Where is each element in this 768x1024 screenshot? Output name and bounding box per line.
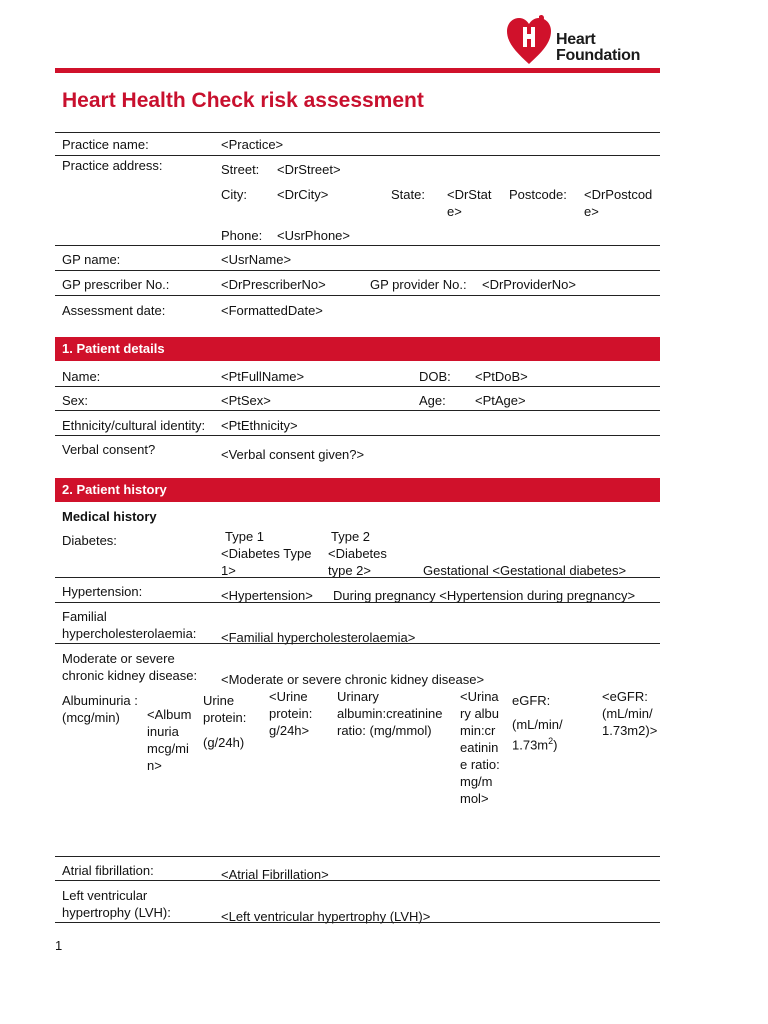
brand-line2: Foundation xyxy=(556,47,641,64)
hypertension-label: Hypertension: xyxy=(62,584,143,599)
urine-protein-label: Urine protein: xyxy=(203,693,247,725)
af-label: Atrial fibrillation: xyxy=(62,863,154,878)
egfr-unit-superscript: 2 xyxy=(548,736,554,746)
gestational-diabetes: Gestational <Gestational diabetes> xyxy=(423,563,627,578)
page-number: 1 xyxy=(55,938,63,953)
consent-label: Verbal consent? xyxy=(62,442,156,457)
gp-name-value: <UsrName> xyxy=(221,252,292,267)
diabetes-label: Diabetes: xyxy=(62,533,117,548)
header-red-rule xyxy=(55,68,660,73)
divider xyxy=(55,155,660,156)
street-label: Street: xyxy=(221,162,260,177)
practice-address-label: Practice address: xyxy=(62,158,163,173)
egfr-unit xyxy=(512,716,576,753)
pregnancy-hypertension: During pregnancy <Hypertension during pregnancy> xyxy=(333,588,636,603)
consent-value: <Verbal consent given?> xyxy=(221,447,365,462)
urine-protein-unit: (g/24h) xyxy=(203,735,245,750)
egfr-label: eGFR: xyxy=(512,693,551,708)
divider xyxy=(55,295,660,296)
hypertension-value: <Hypertension> xyxy=(221,588,313,603)
age-label: Age: xyxy=(419,393,446,408)
assessment-date-value: <FormattedDate> xyxy=(221,303,323,318)
divider xyxy=(55,922,660,923)
divider xyxy=(55,435,660,436)
af-value: <Atrial Fibrillation> xyxy=(221,867,329,882)
state-value: <DrState> xyxy=(447,187,492,219)
state-label: State: xyxy=(391,187,425,202)
divider xyxy=(55,602,660,603)
age-value: <PtAge> xyxy=(475,393,526,408)
ckd-label: Moderate or severe chronic kidney disease: xyxy=(62,651,198,683)
diabetes-type2-value: <Diabetes type 2> xyxy=(328,546,387,578)
egfr-unit-text: (mL/min/ 1.73m xyxy=(512,717,563,753)
lvh-value: <Left ventricular hypertrophy (LVH)> xyxy=(221,909,431,924)
heart-logo-icon xyxy=(506,14,552,66)
gp-name-label: GP name: xyxy=(62,252,121,267)
brand-line1: Heart xyxy=(556,31,596,48)
ckd-value: <Moderate or severe chronic kidney disease> xyxy=(221,672,485,687)
street-value: <DrStreet> xyxy=(277,162,341,177)
urine-protein-value: <Urine protein: g/24h> xyxy=(269,689,313,738)
divider xyxy=(55,577,660,578)
divider xyxy=(55,245,660,246)
divider xyxy=(55,643,660,644)
postcode-value: <DrPostcode> xyxy=(584,187,653,219)
diabetes-type1-label: Type 1 xyxy=(225,529,265,544)
provider-value: <DrProviderNo> xyxy=(482,277,576,292)
patient-name-value: <PtFullName> xyxy=(221,369,305,384)
uacr-label: Urinary albumin:creatinine ratio: (mg/mmol) xyxy=(337,689,443,738)
divider xyxy=(55,386,660,387)
sex-label: Sex: xyxy=(62,393,89,408)
sex-value: <PtSex> xyxy=(221,393,271,408)
ethnicity-value: <PtEthnicity> xyxy=(221,418,298,433)
postcode-label: Postcode: xyxy=(509,187,567,202)
ethnicity-label: Ethnicity/cultural identity: xyxy=(62,418,206,433)
divider xyxy=(55,132,660,133)
albuminuria-label: Albuminuria :(mcg/min) xyxy=(62,693,138,725)
page-title: Heart Health Check risk assessment xyxy=(62,89,424,112)
divider xyxy=(55,410,660,411)
egfr-value: <eGFR: (mL/min/ 1.73m2)> xyxy=(602,689,658,738)
lvh-label: Left ventricular hypertrophy (LVH): xyxy=(62,888,171,920)
practice-name-value: <Practice> xyxy=(221,137,284,152)
egfr-unit-close: ) xyxy=(553,737,558,753)
prescriber-value: <DrPrescriberNo> xyxy=(221,277,326,292)
fh-label: Familial hypercholesterolaemia: xyxy=(62,609,197,641)
patient-name-label: Name: xyxy=(62,369,101,384)
practice-name-label: Practice name: xyxy=(62,137,149,152)
section-header-patient-history xyxy=(55,478,660,502)
diabetes-type1-value: <Diabetes Type 1> xyxy=(221,546,312,578)
phone-label: Phone: xyxy=(221,228,263,243)
divider xyxy=(55,880,660,881)
uacr-value: <Urinary albumin:creatinine ratio: mg/mmol> xyxy=(460,689,500,806)
section-header-patient-details xyxy=(55,337,660,361)
prescriber-label: GP prescriber No.: xyxy=(62,277,170,292)
assessment-date-label: Assessment date: xyxy=(62,303,166,318)
divider xyxy=(55,856,660,857)
diabetes-type2-label: Type 2 xyxy=(331,529,371,544)
divider xyxy=(55,270,660,271)
albuminuria-value: <Albuminuria mcg/min> xyxy=(147,707,192,773)
section-title: 1. Patient details xyxy=(62,341,165,356)
phone-value: <UsrPhone> xyxy=(277,228,350,243)
provider-label: GP provider No.: xyxy=(370,277,467,292)
dob-label: DOB: xyxy=(419,369,451,384)
city-value: <DrCity> xyxy=(277,187,329,202)
fh-value: <Familial hypercholesterolaemia> xyxy=(221,630,416,645)
section-title: 2. Patient history xyxy=(62,482,167,497)
city-label: City: xyxy=(221,187,247,202)
medical-history-heading: Medical history xyxy=(62,509,157,524)
dob-value: <PtDoB> xyxy=(475,369,528,384)
heart-foundation-logo xyxy=(506,14,656,66)
